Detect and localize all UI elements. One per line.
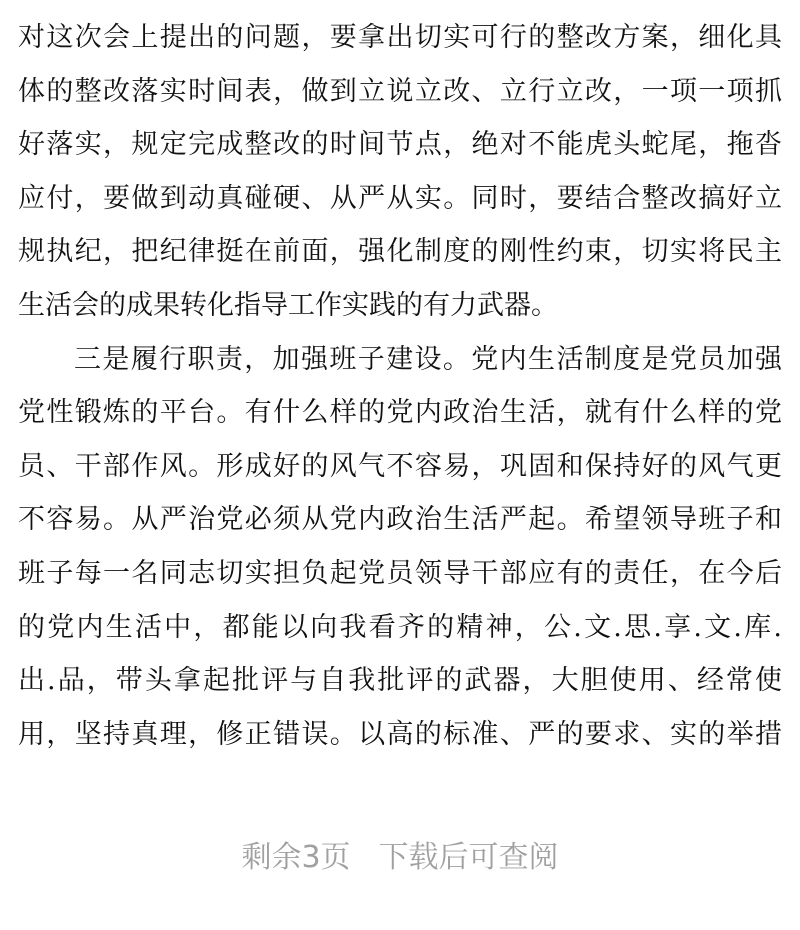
text-line: 党性锻炼的平台。有什么样的党内政治生活，就有什么样的党: [18, 397, 782, 429]
text-line: 规执纪，把纪律挺在前面，强化制度的刚性约束，切实将民主: [18, 236, 782, 268]
text-line: 出.品，带头拿起批评与自我批评的武器，大胆使用、经常使: [18, 665, 782, 697]
text-line: 员、干部作风。形成好的风气不容易，巩固和保持好的风气更: [18, 450, 782, 482]
remaining-pages-label: 剩余3页: [241, 840, 351, 875]
text-line: 应付，要做到动真碰硬、从严从实。同时，要结合整改搞好立: [18, 182, 782, 214]
text-line: 的党内生活中，都能以向我看齐的精神，公.文.思.享.文.库.: [18, 611, 782, 643]
document-body: [18, 16, 782, 766]
text-line: 不容易。从严治党必须从党内政治生活严起。希望领导班子和: [18, 504, 782, 536]
text-line: 用，坚持真理，修正错误。以高的标准、严的要求、实的举措: [18, 718, 782, 750]
text-line: 对这次会上提出的问题，要拿出切实可行的整改方案，细化具: [18, 22, 782, 53]
paragraph-start-line: 三是履行职责，加强班子建设。党内生活制度是党员加强: [74, 343, 782, 375]
download-prompt[interactable]: [0, 832, 800, 876]
text-line: 好落实，规定完成整改的时间节点，绝对不能虎头蛇尾，拖沓: [18, 129, 782, 161]
text-line: 体的整改落实时间表，做到立说立改、立行立改，一项一项抓: [18, 75, 782, 107]
text-line: 生活会的成果转化指导工作实践的有力武器。: [18, 289, 558, 321]
download-hint-label: 下载后可查阅: [378, 840, 559, 875]
text-line: 班子每一名同志切实担负起党员领导干部应有的责任，在今后: [18, 557, 782, 589]
